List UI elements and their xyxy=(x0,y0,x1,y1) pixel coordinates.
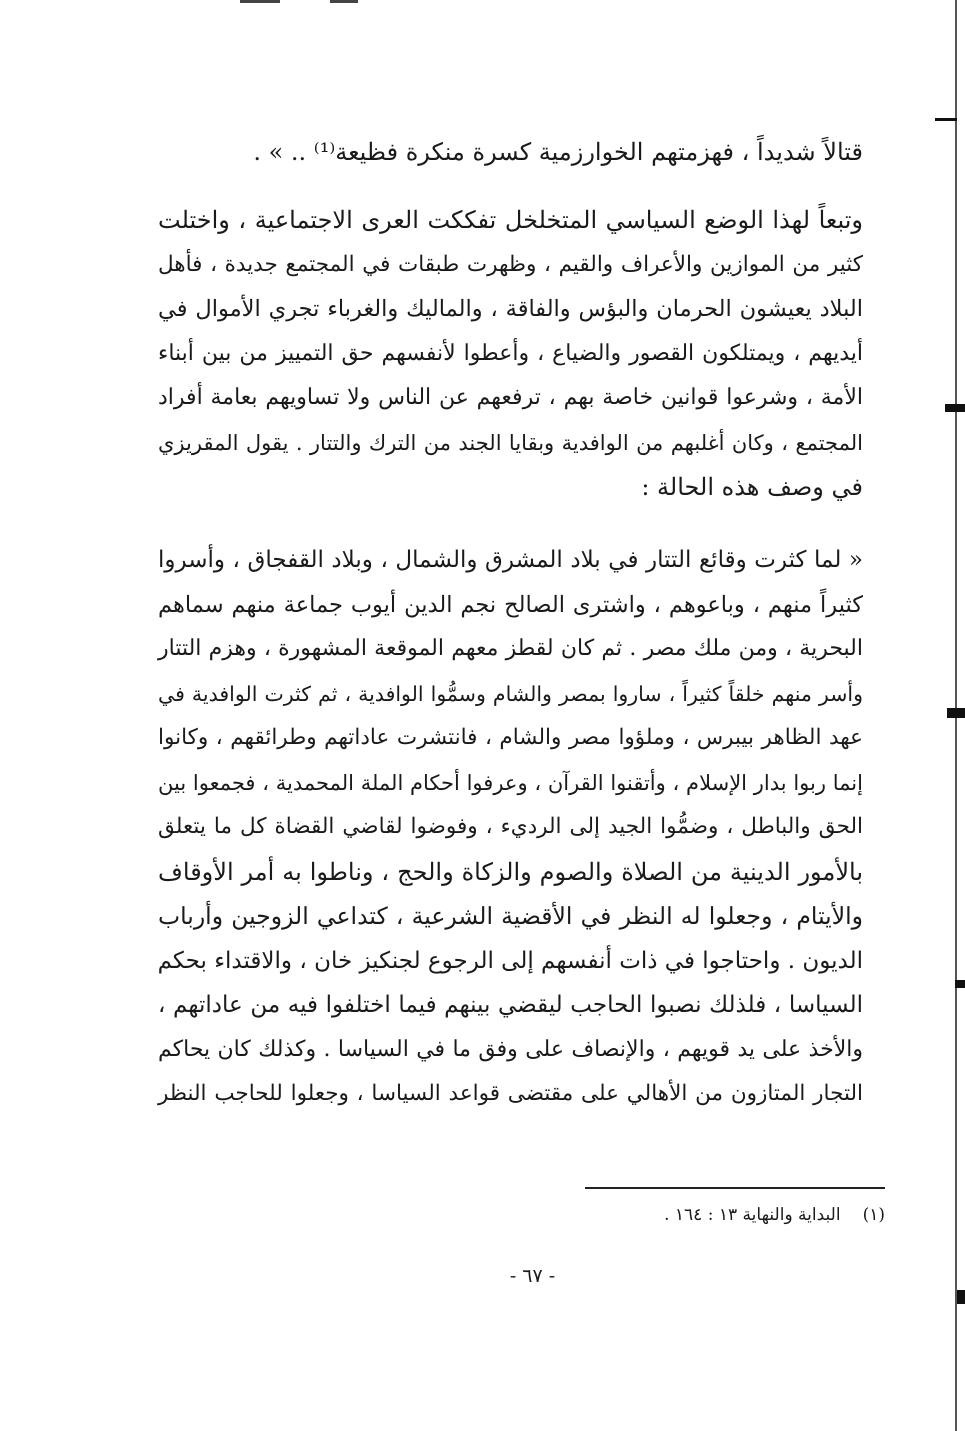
text-line: بالأمور الدينية من الصلاة والصوم والزكاة والحج ، وناطوا به أمر الأوقاف xyxy=(158,857,863,886)
text-line: المجتمع ، وكان أغلبهم من الوافدية وبقايا الجند من الترك والتتار . يقول المقريزي xyxy=(158,430,863,455)
page-number: - ٦٧ - xyxy=(509,1265,556,1287)
scan-tick-1 xyxy=(935,118,957,121)
text-line: أيديهم ، ويمتلكون القصور والضياع ، وأعطوا لأنفسهم حق التمييز من بين أبناء xyxy=(158,340,863,366)
footnote-divider xyxy=(585,1187,885,1189)
text-line: عهد الظاهر بيبرس ، وملؤوا مصر والشام ، فانتشرت عاداتهم وطرائقهم ، وكانوا xyxy=(158,725,863,750)
text-line: التجار المتازون من الأهالي على مقتضى قواعد السياسا ، وجعلوا للحاجب النظر xyxy=(158,1081,863,1106)
text-line: الأمة ، وشرعوا قوانين خاصة بهم ، ترفعهم عن الناس ولا تساويهم بعامة أفراد xyxy=(158,385,863,410)
text-line: والأيتام ، وجعلوا له النظر في الأقضية الشرعية ، كتداعي الزوجين وأرباب xyxy=(158,902,863,930)
text-line: الحق والباطل ، وضمُّوا الجيد إلى الرديء ، وفوضوا لقاضي القضاة كل ما يتعلق xyxy=(158,814,863,839)
text-line: والأخذ على يد قويهم ، والإنصاف على وفق ما في السياسا . وكذلك كان يحاكم xyxy=(158,1036,863,1062)
scan-tick-2 xyxy=(945,404,965,412)
footnote-text: البداية والنهاية ١٣ : ١٦٤ . xyxy=(664,1205,841,1225)
text-line: كثير من الموازين والأعراف والقيم ، وظهرت طبقات في المجتمع جديدة ، فأهل xyxy=(158,251,863,277)
paragraph-1 xyxy=(158,130,863,175)
text-line: الديون . واحتاجوا في ذات أنفسهم إلى الرجوع لجنكيز خان ، والاقتداء بحكم xyxy=(157,947,863,974)
scan-tick-4 xyxy=(955,980,965,988)
text-line: قتالاً شديداً ، فهزمتهم الخوارزمية كسرة منكرة فظيعة⁽¹⁾ .. » . xyxy=(253,138,863,166)
scan-mark-top-1 xyxy=(240,0,280,3)
scan-tick-3 xyxy=(947,708,965,718)
text-line: في وصف هذه الحالة : xyxy=(641,473,863,501)
paragraph-2 xyxy=(158,198,863,510)
scan-mark-top-2 xyxy=(330,0,358,3)
text-line: « لما كثرت وقائع التتار في بلاد المشرق والشمال ، وبلاد القفجاق ، وأسروا xyxy=(158,547,863,573)
footnote-number: (١) xyxy=(862,1205,885,1225)
text-line: كثيراً منهم ، وباعوهم ، واشترى الصالح نجم الدين أيوب جماعة منهم سماهم xyxy=(158,591,863,618)
text-line: السياسا ، فلذلك نصبوا الحاجب ليقضي بينهم فيما اختلفوا فيه من عاداتهم ، xyxy=(158,992,863,1018)
footnote xyxy=(664,1205,885,1225)
text-line: إنما ربوا بدار الإسلام ، وأتقنوا القرآن ، وعرفوا أحكام الملة المحمدية ، فجمعوا بين xyxy=(158,770,863,795)
text-line: وأسر منهم خلقاً كثيراً ، ساروا بمصر والشام وسمُّوا الوافدية ، ثم كثرت الوافدية في xyxy=(158,681,863,706)
text-line: البلاد يعيشون الحرمان والبؤس والفاقة ، والماليك والغرباء تجري الأموال في xyxy=(158,296,863,322)
text-line: البحرية ، ومن ملك مصر . ثم كان لقطز معهم الموقعة المشهورة ، وهزم التتار xyxy=(158,636,863,661)
text-line: وتبعاً لهذا الوضع السياسي المتخلخل تفككت العرى الاجتماعية ، واختلت xyxy=(158,206,863,234)
paragraph-3-quote xyxy=(158,538,863,1117)
scan-tick-5 xyxy=(957,1290,965,1304)
